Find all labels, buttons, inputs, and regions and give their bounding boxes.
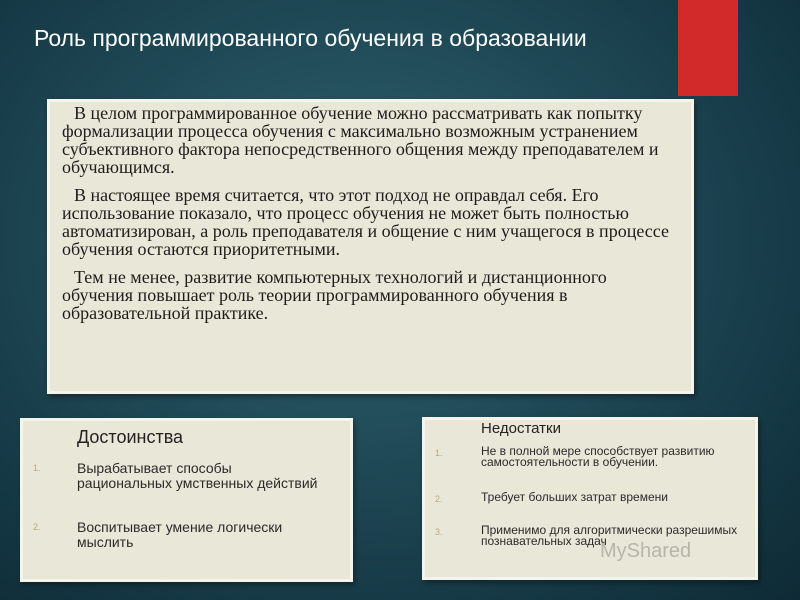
list-item-text: Воспитывает умение логически мыслить (77, 519, 283, 550)
disadvantages-title: Недостатки (481, 420, 561, 437)
list-number: 2. (33, 522, 41, 532)
list-item (435, 492, 746, 503)
list-number: 3. (435, 527, 443, 537)
list-number: 2. (435, 494, 443, 504)
disadvantages-panel (422, 417, 758, 580)
list-item (435, 446, 746, 468)
list-item-text: Применимо для алгоритмически разрешимых познавательных задач (481, 523, 738, 548)
list-item-text: Не в полной мере способствует развитию самостоятельности в обучении. (481, 444, 715, 469)
red-accent-bar (678, 0, 738, 96)
list-item (33, 520, 327, 550)
list-item (33, 461, 327, 491)
paragraph-2: В настоящее время считается, что этот подход не оправдал себя. Его использование показало, что процесс обучения не может быть полностью автоматизирован, а роль преподавателя и общение с ним учащегося в процессе обучения остаются приоритетными. (62, 185, 669, 259)
list-number: 1. (435, 448, 443, 458)
watermark-text: MyShared (600, 540, 692, 562)
list-item-text: Требует больших затрат времени (481, 490, 668, 504)
paragraph-3: Тем не менее, развитие компьютерных технологий и дистанционного обучения повышает роль теории программированного обучения в образовательной практике. (62, 267, 607, 323)
slide-title: Роль программированного обучения в образовании (34, 25, 587, 51)
paragraph-1: В целом программированное обучение можно рассматривать как попытку формализации процесса обучения с максимально возможным устранением субъективного фактора непосредственного общения между преподавателем и обучающимся. (62, 103, 659, 177)
list-item (435, 525, 746, 547)
list-item-text: Вырабатывает способы рациональных умственных действий (77, 460, 318, 491)
advantages-panel (20, 418, 353, 582)
main-text-box (47, 99, 694, 394)
list-number: 1. (33, 463, 41, 473)
advantages-title: Достоинства (77, 427, 184, 447)
